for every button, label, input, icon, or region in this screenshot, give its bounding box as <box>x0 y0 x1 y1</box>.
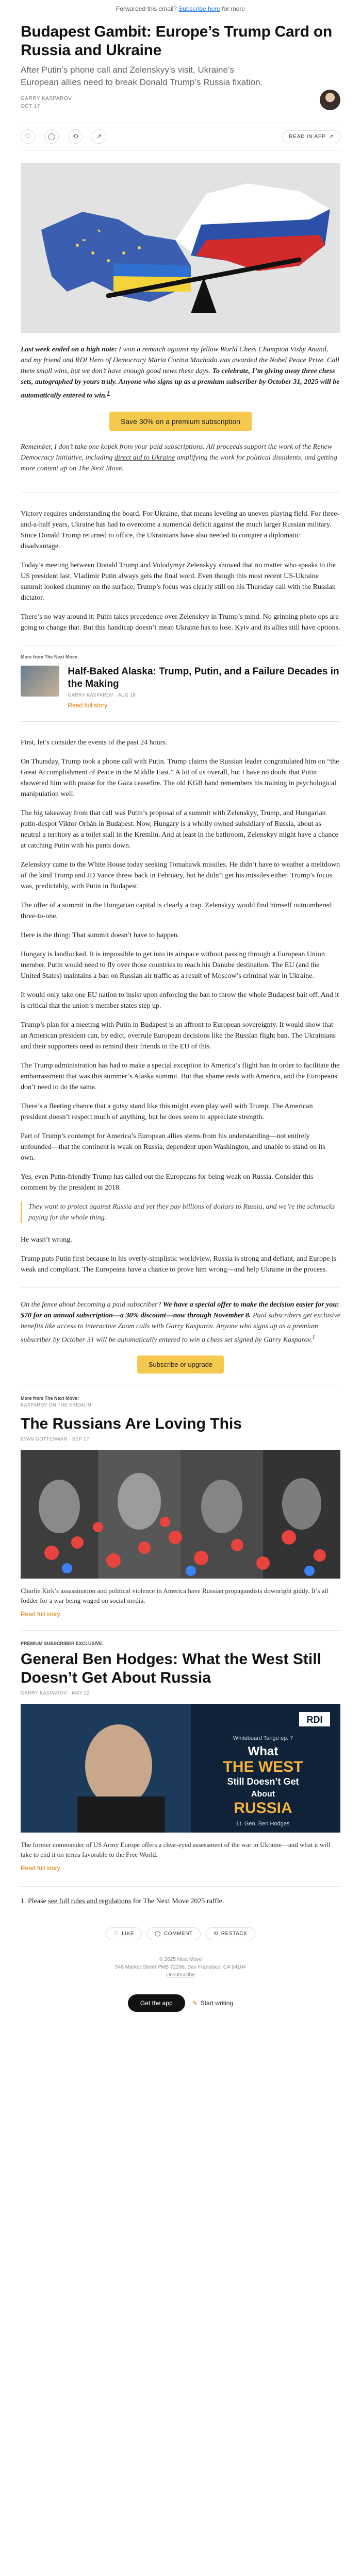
start-writing-label: Start writing <box>200 1999 234 2007</box>
card-image[interactable] <box>21 1704 340 1833</box>
action-icons <box>21 129 106 144</box>
restack-button[interactable] <box>206 1927 255 1940</box>
body-paragraph: He wasn’t wrong. <box>21 1235 72 1244</box>
restack-icon: ⟲ <box>213 1931 218 1937</box>
embed-title[interactable]: Half-Baked Alaska: Trump, Putin, and a Failure Decades in the Making <box>68 666 339 689</box>
hero-image[interactable] <box>21 163 340 333</box>
intro-text: I won a rematch against my fellow World Chess Champion Vishy Anand, and my friend and RDI Hero of Democracy Maria Corina Machado was awarded the Nobel Peace Prize. Call them small wins, but we don’t have enough good news these days. <box>21 346 339 375</box>
restack-label: RESTACK <box>221 1931 248 1937</box>
card-meta: EVAN GOTTESMAN · SEP 17 <box>21 1436 90 1442</box>
footnote-number: 1 <box>21 1897 24 1906</box>
body-paragraph: Trump’s plan for a meeting with Putin in Budapest is an affront to European sovereignty. It would show that an American president can, by edict, overrule European decisions like the Russian flight ban. The Ukrainians and their supporters need to remind their friends in the EU of this. <box>21 1021 336 1050</box>
body-paragraph: On Thursday, Trump took a phone call with Putin. Trump claims the Russian leader congratulated him on “the Great Accomplishment of Peace in the Middle East.” A lot of us overall, but I have no doubt that Putin showered him with praise for the Gaza ceasefire. The old KGB hand remembers his training in psychological manipulation well. <box>21 757 339 798</box>
author-name[interactable]: GARRY KASPAROV <box>21 96 72 101</box>
body-paragraph: Today’s meeting between Donald Trump and Volodymyr Zelenskyy showed that no matter who speaks to the US president last, Vladimir Putin always gets the final word. Even though this most recent US-Ukraine summit looked chummy on the surface, Trump’s focus was clearly still on his Thursday call with the Russian dictator. <box>21 561 336 602</box>
thumb-kicker: Whiteboard Tango ep. 7 <box>233 1735 293 1742</box>
divider <box>21 1886 340 1887</box>
body-paragraph: It would only take one EU nation to insist upon enforcing the ban to throw the whole Budapest bait off. And it is critical that the union’s member states step up. <box>21 991 339 1010</box>
trump-quote: They want to protect against Russia and yet they pay billions of dollars to Russia, and we’re the schmucks paying for the whole thing. <box>21 1201 340 1223</box>
subscribe-or-upgrade-button[interactable]: Subscribe or upgrade <box>137 1355 224 1374</box>
card-section: KASPAROV ON THE KREMLIN <box>21 1402 91 1408</box>
remember-paragraph <box>21 442 340 474</box>
hodges-thumbnail <box>21 1704 340 1833</box>
body-paragraph: Zelenskyy came to the White House today seeking Tomahawk missiles. He didn’t have to weather a meltdown of the kind Trump and JD Vance threw back in February, but he didn’t get his missiles either. Trump’s focus was, predictably, with Putin in Budapest. <box>21 860 340 890</box>
forward-text: Forwarded this email? <box>116 5 177 12</box>
unsubscribe-link[interactable]: Unsubscribe <box>166 1972 195 1978</box>
body-paragraph: Hungary is landlocked. It is impossible to get into its airspace without passing through a European Union member. Putin would need to fly over those countries to reach his Danube destination. The EU (and the United States) maintains a ban on Russian air traffic as a result of Moscow’s criminal war in Ukraine. <box>21 950 325 980</box>
thumb-line-5: RUSSIA <box>234 1800 292 1817</box>
promo-bold: We have a special offer to make the decision easier for you: $70 for an annual subscription—a 30% discount—now through November 8. <box>21 1300 339 1319</box>
remember-text: Remember, I don’t take one kopek from your paid subscriptions. All proceeds support the work of the Renew Democracy Initiative, including <box>21 443 333 462</box>
cta-wrap-2 <box>21 1355 340 1374</box>
embed-thumbnail[interactable] <box>21 666 59 697</box>
forward-notice <box>21 0 340 21</box>
byline-meta <box>21 95 72 110</box>
embed-meta: GARRY KASPAROV · AUG 18 <box>68 692 136 698</box>
thumb-brand: RDI <box>306 1715 323 1725</box>
like-button[interactable] <box>106 1927 142 1940</box>
related-card-hodges[interactable] <box>21 1641 340 1872</box>
external-link-icon: ↗ <box>329 133 334 140</box>
share-icon[interactable]: ↗ <box>92 129 106 144</box>
restack-icon[interactable]: ⟲ <box>68 129 83 144</box>
get-the-app-button[interactable]: Get the app <box>128 1994 185 2012</box>
card-label: PREMIUM SUBSCRIBER EXCLUSIVE: <box>21 1641 104 1647</box>
body-paragraph: The big takeaway from that call was Putin’s proposal of a summit with Zelenskyy, Trump, and Hungarian putin-despot Viktor Orbán in Budapest. Now, Hungary is a wholly owned subsidiary of Russia, about as neutral a territory as a toilet stall in the Kremlin. And at least in the bathroom, Zelenskyy might have a chance at catching Putin with his pants down. <box>21 809 338 850</box>
thumb-line-3: Still Doesn’t Get <box>227 1776 299 1787</box>
heart-icon: ♡ <box>113 1931 119 1937</box>
promo-rest: Paid subscribers get exclusive benefits like access to interactive Zoom calls with Garry Kasparov. Anyone who signs up as a premium subscriber by October 31 will be automatically entered to win a chess set signed by Garry Kasparov. <box>21 1311 340 1344</box>
body-paragraph: Part of Trump’s contempt for America’s European allies stems from his understanding—not entirely unfounded—that the continent is weak on Russia, dependent upon Washington, and unable to stand on its own. <box>21 1132 325 1162</box>
body-paragraph: Trump puts Putin first because in his overly-simplistic worldview, Russia is strong and defiant, and Europe is weak and compliant. The Europeans have a chance to prove him wrong—and help Ukraine in the process. <box>21 1255 337 1274</box>
divider <box>21 1630 340 1631</box>
thumb-line-2: THE WEST <box>223 1758 303 1776</box>
body-paragraph: The offer of a summit in the Hungarian capital is clearly a trap. Zelenskyy would find himself outnumbered three-to-one. <box>21 901 332 920</box>
comment-icon: ◯ <box>155 1931 161 1937</box>
footnote-text: Please <box>26 1897 48 1906</box>
thumb-caption: Lt. Gen. Ben Hodges <box>236 1821 290 1827</box>
promo-paragraph <box>21 1299 340 1346</box>
like-icon[interactable]: ♡ <box>21 129 35 144</box>
embed-label: More from The Next Move: <box>21 654 79 659</box>
card-label: More from The Next Move: <box>21 1396 79 1401</box>
body-paragraph: Yes, even Putin-friendly Trump has called out the Europeans for being weak on Russia. Consider this comment by the president in 2018. <box>21 1173 314 1192</box>
card-read-full-story-link[interactable]: Read full story <box>21 1865 60 1872</box>
direct-aid-link[interactable]: direct aid to Ukraine <box>114 453 175 462</box>
intro-lead: Last week ended on a high note: <box>21 346 117 353</box>
start-writing-link[interactable] <box>192 1999 233 2007</box>
thumb-line-1: What <box>248 1744 278 1759</box>
copyright: © 2025 Next Move <box>159 1957 202 1963</box>
comment-button[interactable] <box>147 1927 201 1940</box>
footer-actions <box>21 1927 340 1940</box>
intro-bold: To celebrate, I’m giving away three chess sets, autographed by yours truly. Anyone who signs up as a premium subscriber by October 31, 2025 will be automatically entered to win. <box>21 367 340 400</box>
author-avatar[interactable] <box>320 90 340 110</box>
divider <box>21 1287 340 1288</box>
footnote-ref-1b[interactable]: 1 <box>312 1333 316 1341</box>
card-meta: GARRY KASPAROV · MAY 22 <box>21 1690 90 1696</box>
save-30-button[interactable]: Save 30% on a premium subscription <box>109 412 252 431</box>
card-title[interactable]: General Ben Hodges: What the West Still Doesn’t Get About Russia <box>21 1651 321 1687</box>
promo-lead: On the fence about becoming a paid subscriber? <box>21 1300 161 1309</box>
address: 548 Market Street PMB 72296, San Francisco, CA 94104 <box>115 1964 246 1971</box>
body-paragraph: First, let’s consider the events of the past 24 hours. <box>21 738 168 747</box>
body-paragraph: Here is the thing: That summit doesn’t have to happen. <box>21 931 179 939</box>
comment-icon[interactable]: ◯ <box>44 129 59 144</box>
card-read-full-story-link[interactable]: Read full story <box>21 1611 60 1618</box>
footnote-rest: for The Next Move 2025 raffle. <box>131 1897 224 1906</box>
footer-info <box>21 1956 340 1979</box>
comment-label: COMMENT <box>163 1931 193 1937</box>
embed-row <box>21 666 340 709</box>
russians-collage <box>21 1450 340 1579</box>
read-in-app-button[interactable] <box>282 130 340 143</box>
related-card-russians[interactable] <box>21 1396 340 1618</box>
intro-paragraph <box>21 344 340 401</box>
article-title[interactable]: Budapest Gambit: Europe’s Trump Card on Russia and Ukraine <box>21 23 332 59</box>
article-subtitle: After Putin’s phone call and Zelenskyy’s visit, Ukraine’s European allies need to break Donald Trump’s Russia fixation. <box>21 65 263 87</box>
footnote-ref-1[interactable]: 1 <box>107 389 110 396</box>
hero-illustration <box>21 163 340 333</box>
thumb-line-4: About <box>251 1790 275 1799</box>
read-in-app-label: READ IN APP <box>289 133 326 140</box>
card-description: The former commander of US Army Europe offers a clear-eyed assessment of the war in Ukraine—and what it will take to end it on terms favorable to the Free World. <box>21 1841 331 1859</box>
embed-text <box>68 666 340 709</box>
content-column <box>21 0 340 2012</box>
card-description: Charlie Kirk’s assassination and political violence in America have Russian propagandists downright giddy. It’s all fodder for a war being waged on social media. <box>21 1587 329 1605</box>
body-paragraph: The Trump administration has had to make a special exception to America’s flight ban in order to facilitate the embarrassment that was this summer’s Alaska summit. But that shame rests with America, and the Europeans don’t need to do the same. <box>21 1061 340 1091</box>
embedded-post[interactable] <box>21 646 340 722</box>
card-title[interactable]: The Russians Are Loving This <box>21 1415 242 1433</box>
rules-link[interactable]: see full rules and regulations <box>48 1897 132 1906</box>
subscribe-link[interactable]: Subscribe here <box>178 5 221 12</box>
app-row <box>21 1994 340 2012</box>
action-bar <box>21 123 340 150</box>
body-paragraph: There’s no way around it: Putin takes precedence over Zelenskyy in Trump’s mind. No grinning photo ops are going to change that. But this handicap doesn’t mean Ukraine has to lose. Kyiv and its allies still have options. <box>21 613 340 632</box>
remember-rest: amplifying the work for political dissidents, and getting more content up on The Next Move. <box>21 453 337 472</box>
body-paragraph: There’s a fleeting chance that a gutsy stand like this might even play well with Trump. The American president doesn’t respect much of anything, but he does seem to appreciate strength. <box>21 1102 313 1121</box>
card-image[interactable] <box>21 1450 340 1579</box>
like-label: LIKE <box>122 1931 135 1937</box>
pen-icon: ✎ <box>192 1999 198 2007</box>
body-paragraph: Victory requires understanding the board. For Ukraine, that means leveling an uneven playing field. For three-and-a-half years, Ukraine has had to overcome a numerical deficit against the much larger Russian military. Since Donald Trump returned to office, the Ukrainians have also needed to conquer a diplomatic disadvantage. <box>21 510 340 550</box>
footnote: 1. Please see full rules and regulations for The Next Move 2025 raffle. <box>21 1897 224 1906</box>
cta-wrap <box>21 412 340 431</box>
publish-date: OCT 17 <box>21 104 40 109</box>
forward-suffix: for more <box>222 5 245 12</box>
embed-read-full-story-link[interactable]: Read full story <box>68 701 108 709</box>
